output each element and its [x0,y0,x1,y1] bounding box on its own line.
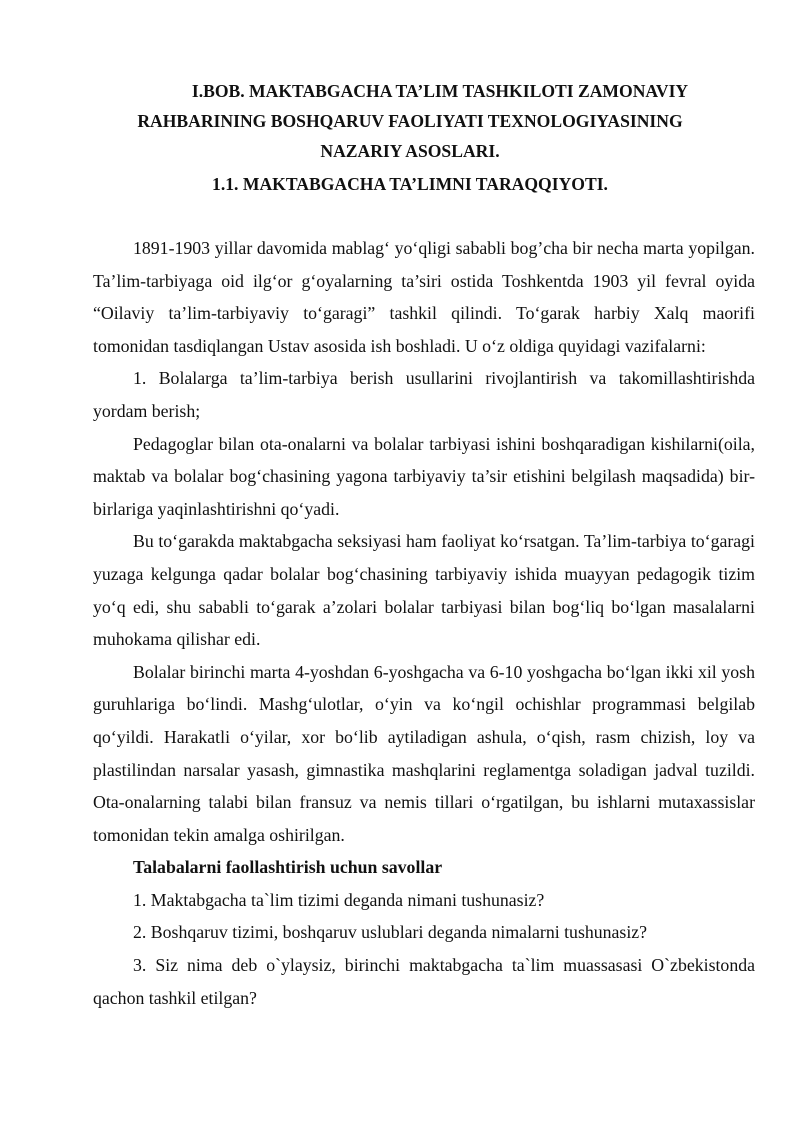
paragraph: Bu to‘garakda maktabgacha seksiyasi ham faoliyat ko‘rsatgan. Ta’lim-tarbiya to‘garagi yuzaga kelgunga qadar bolalar bog‘chasining tarbiyaviy ishida muayyan pedagogik tizim yo‘q edi, shu sababli to‘garak a’zolari bolalar tarbiyasi bilan bog‘liq bo‘lgan masalalarni muhokama qilishar edi. [93,531,755,650]
question-item: 2. Boshqaruv tizimi, boshqaruv uslublari deganda nimalarni tushunasiz? [133,922,648,943]
paragraph: Pedagoglar bilan ota-onalarni va bolalar tarbiyasi ishini boshqaradigan kishilarni(oila, maktab va bolalar bog‘chasining yagona tarbiyaviy ta’sir etishini belgilash maqsadida) bir-birlariga yaqinlashtirishni qo‘yadi. [93,433,755,519]
question-item: 3. Siz nima deb o`ylaysiz, birinchi maktabgacha ta`lim muassasasi O`zbekistonda qachon tashkil etilgan? [93,955,755,1008]
chapter-title-line-3: NAZARIY ASOSLARI. [320,141,500,161]
questions-heading: Talabalarni faollashtirish uchun savollar [133,857,443,878]
section-title: 1.1. MAKTABGACHA TA’LIMNI TARAQQIYOTI. [212,174,608,194]
question-item: 1. Maktabgacha ta`lim tizimi deganda nimani tushunasiz? [133,889,545,910]
paragraph: 1891-1903 yillar davomida mablag‘ yo‘qligi sababli bog’cha bir necha marta yopilgan. Ta’lim-tarbiyaga oid ilg‘or g‘oyalarning ta’siri ostida Toshkentda 1903 yil fevral oyida “Oilaviy ta’lim-tarbiyaviy to‘garagi” tashkil qilindi. To‘garak harbiy Xalq maorifi tomonidan tasdiqlangan Ustav asosida ish boshladi. U o‘z oldiga quyidagi vazifalarni: [93,238,755,356]
chapter-title-line-1: I.BOB. MAKTABGACHA TA’LIM TASHKILOTI ZAMONAVIY [191,81,689,101]
chapter-title-line-2: RAHBARINING BOSHQARUV FAOLIYATI TEXNOLOGIYASINING [137,111,683,131]
chapter-title [80,76,740,166]
paragraph: Bolalar birinchi marta 4-yoshdan 6-yoshgacha va 6-10 yoshgacha bo‘lgan ikki xil yosh guruhlariga bo‘lindi. Mashg‘ulotlar, o‘yin va ko‘ngil ochishlar programmasi belgilab qo‘yildi. Harakatli o‘yilar, xor bo‘lib aytiladigan ashula, o‘qish, rasm chizish, loy va plastilindan narsalar yasash, gimnastika mashqlarini reglamentga soladigan jadval tuzildi. Ota-onalarning talabi bilan fransuz va nemis tillari o‘rgatilgan, bu ishlarni mutaxassislar tomonidan tekin amalga oshirilgan. [93,661,755,845]
paragraph: 1. Bolalarga ta’lim-tarbiya berish usullarini rivojlantirish va takomillashtirishda yordam berish; [93,368,755,421]
body-text [93,232,755,1014]
